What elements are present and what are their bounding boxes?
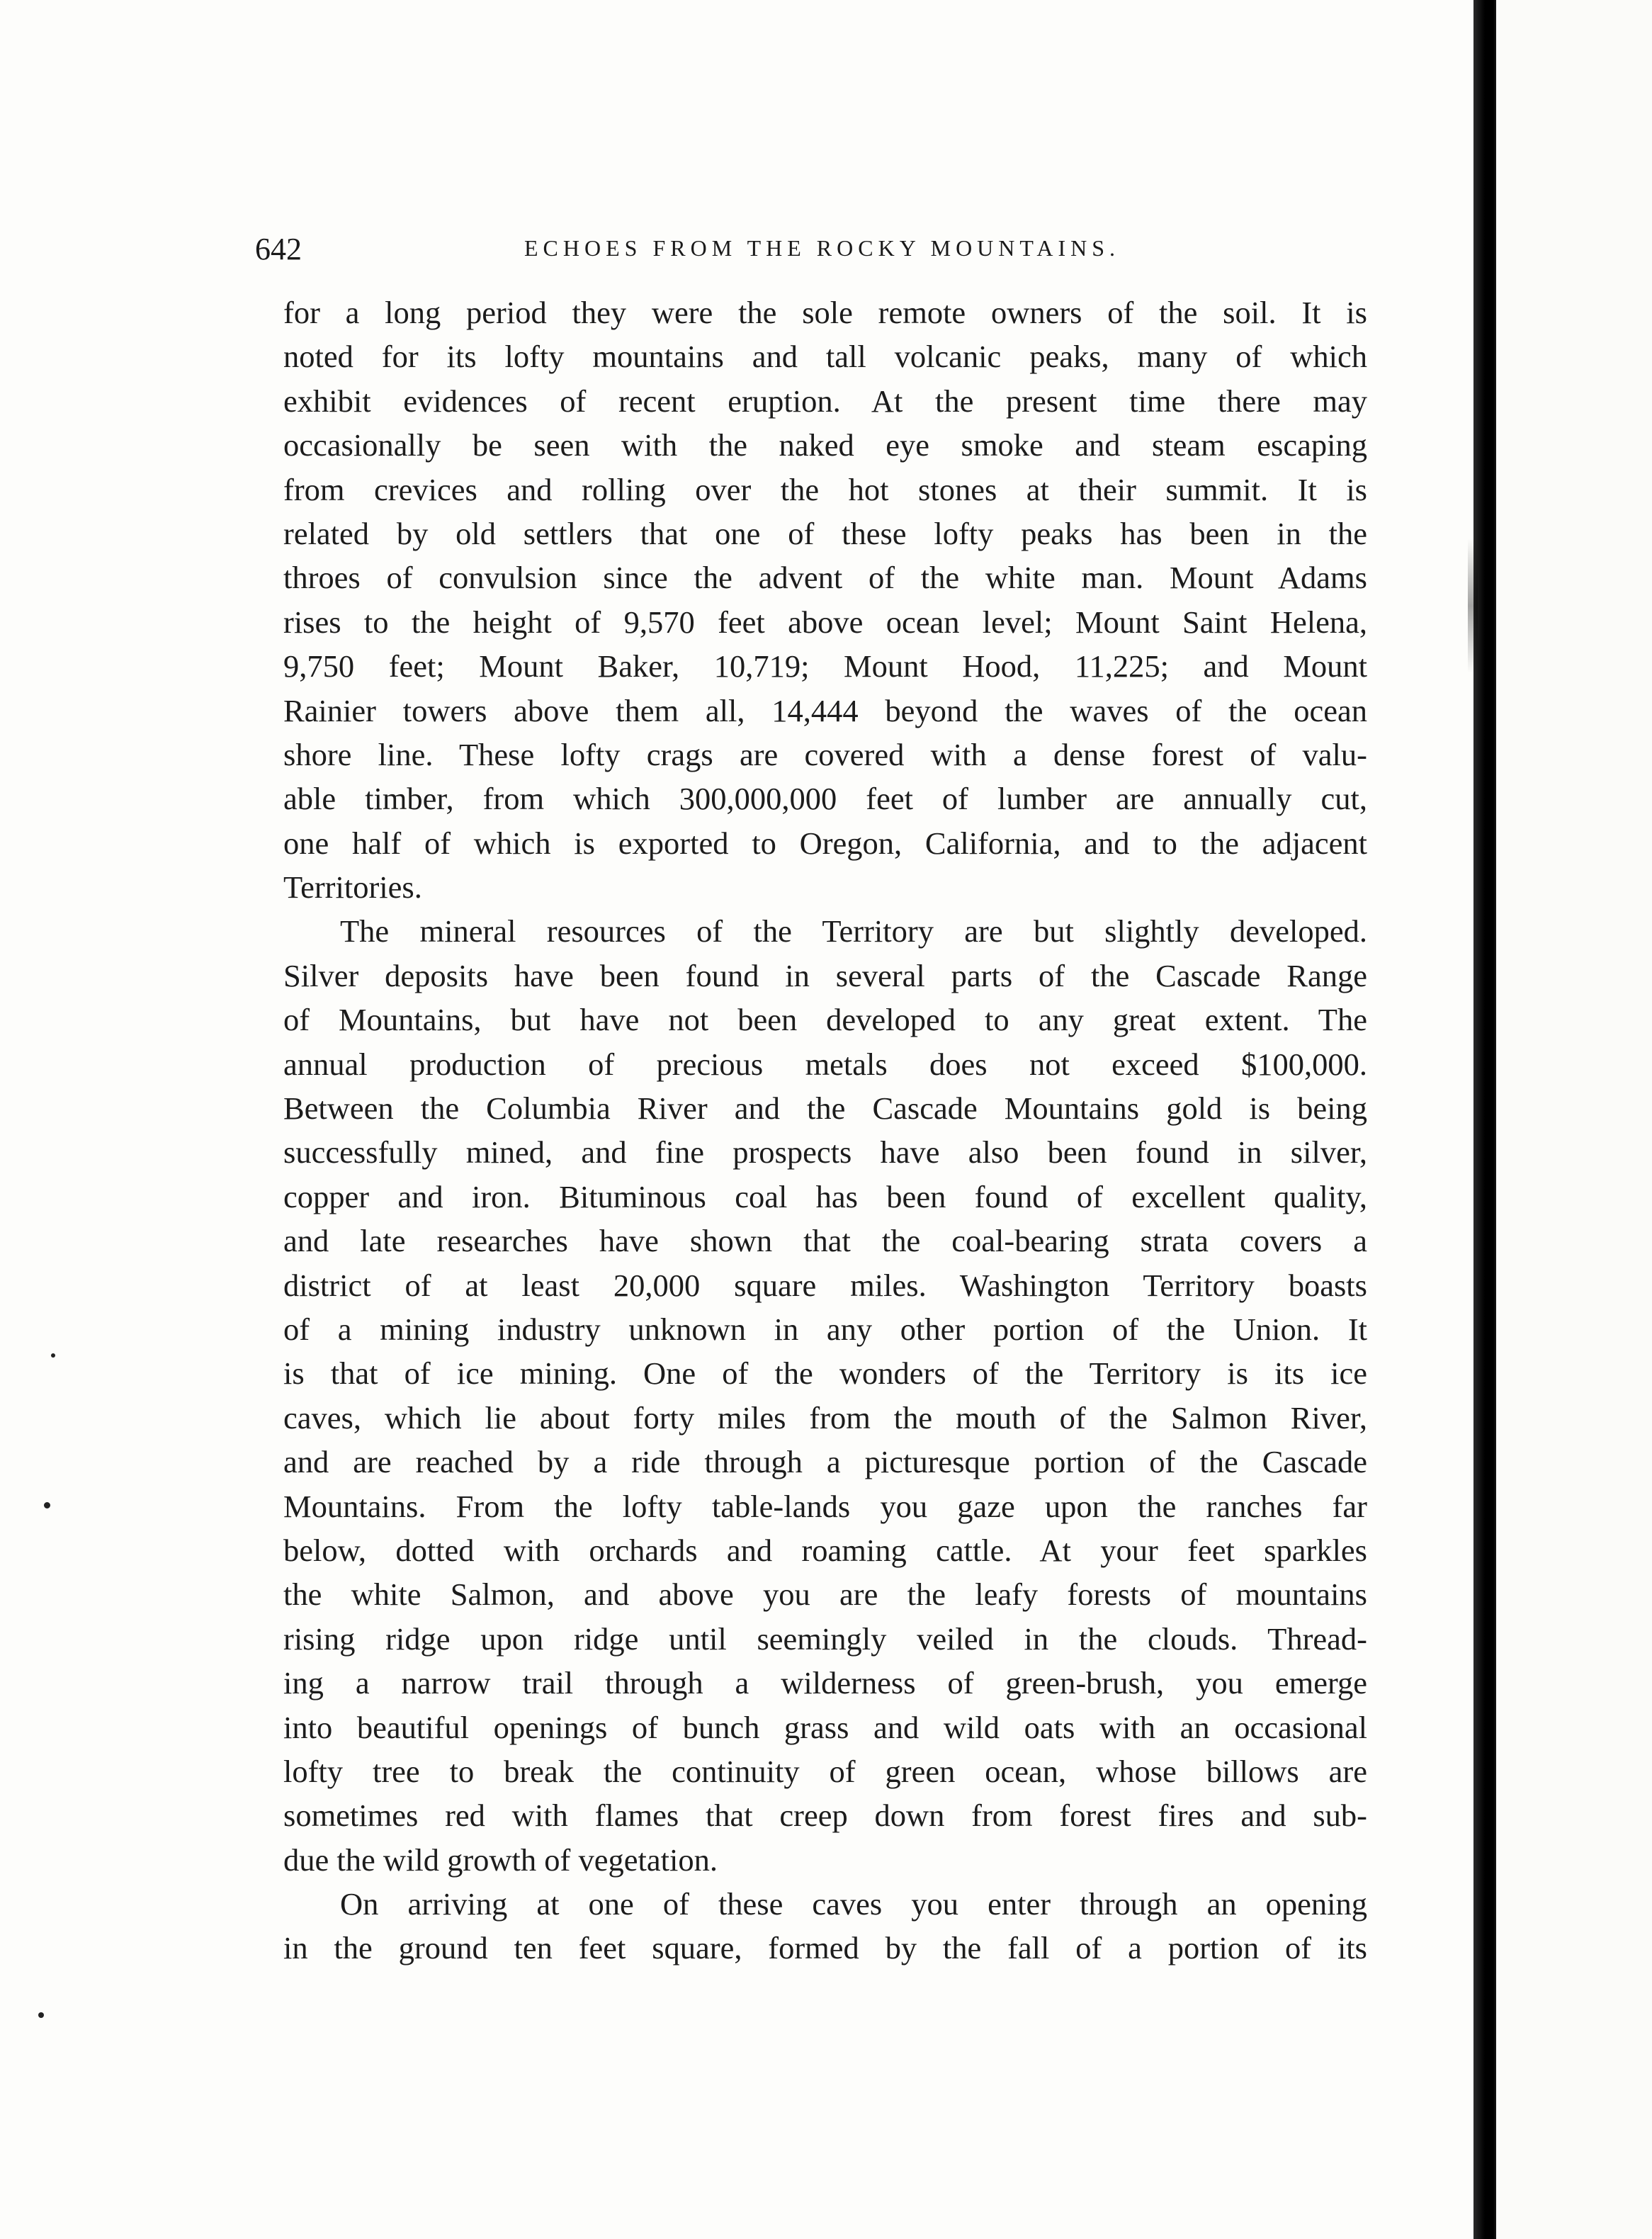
text-line: Between the Columbia River and the Cascade Mountains gold is being (283, 1090, 1367, 1127)
text-line: of Mountains, but have not been developed to any great extent. The (283, 1002, 1367, 1038)
scan-speck (44, 1502, 50, 1508)
facing-page-edge (1496, 0, 1652, 2239)
text-line: occasionally be seen with the naked eye smoke and steam escaping (283, 427, 1367, 463)
text-line: throes of convulsion since the advent of the white man. Mount Adams (283, 560, 1367, 596)
text-line: and are reached by a ride through a picturesque portion of the Cascade (283, 1444, 1367, 1480)
text-line: shore line. These lofty crags are covered with a dense forest of valu- (283, 736, 1367, 772)
text-line: related by old settlers that one of these lofty peaks has been in the (283, 515, 1367, 551)
running-head-title: ECHOES FROM THE ROCKY MOUNTAINS. (524, 235, 1121, 261)
text-line: caves, which lie about forty miles from the mouth of the Salmon River, (283, 1399, 1367, 1436)
text-line: lofty tree to break the continuity of green ocean, whose billows are (283, 1753, 1367, 1789)
text-line: successfully mined, and fine prospects have also been found in silver, (283, 1134, 1367, 1171)
text-line: able timber, from which 300,000,000 feet of lumber are annually cut, (283, 781, 1367, 817)
text-line: due the wild growth of vegetation. (283, 1842, 718, 1878)
scan-speck (51, 1353, 55, 1358)
running-head (255, 231, 1388, 273)
text-line: of a mining industry unknown in any other portion of the Union. It (283, 1311, 1367, 1347)
text-line: below, dotted with orchards and roaming cattle. At your feet sparkles (283, 1532, 1367, 1568)
text-line: Silver deposits have been found in several parts of the Cascade Range (283, 957, 1367, 993)
paragraph-first-line: On arriving at one of these caves you enter through an opening (340, 1886, 1367, 1922)
text-line: Rainier towers above them all, 14,444 beyond the waves of the ocean (283, 692, 1367, 728)
text-line: district of at least 20,000 square miles. Washington Territory boasts (283, 1267, 1367, 1303)
text-line: and late researches have shown that the coal-bearing strata covers a (283, 1223, 1367, 1259)
text-line: from crevices and rolling over the hot stones at their summit. It is (283, 471, 1367, 507)
text-line: is that of ice mining. One of the wonders of the Territory is its ice (283, 1355, 1367, 1392)
text-line: annual production of precious metals does not exceed $100,000. (283, 1046, 1367, 1082)
text-line: exhibit evidences of recent eruption. At the present time there may (283, 383, 1367, 419)
text-line: sometimes red with flames that creep down from forest fires and sub- (283, 1798, 1367, 1834)
text-line: into beautiful openings of bunch grass and wild oats with an occasional (283, 1709, 1367, 1745)
text-line: in the ground ten feet square, formed by the fall of a portion of its (283, 1930, 1367, 1966)
text-line: noted for its lofty mountains and tall volcanic peaks, many of which (283, 339, 1367, 375)
text-line: 9,750 feet; Mount Baker, 10,719; Mount Hood, 11,225; and Mount (283, 648, 1367, 684)
text-line: rising ridge upon ridge until seemingly veiled in the clouds. Thread- (283, 1620, 1367, 1657)
text-line: the white Salmon, and above you are the leafy forests of mountains (283, 1577, 1367, 1613)
body-text (283, 291, 1367, 1970)
text-line: ing a narrow trail through a wilderness of green-brush, you emerge (283, 1665, 1367, 1701)
paragraph-first-line: The mineral resources of the Territory are but slightly developed. (340, 913, 1367, 949)
text-line: Mountains. From the lofty table-lands you gaze upon the ranches far (283, 1488, 1367, 1524)
scan-speck (38, 2012, 44, 2018)
text-line: Territories. (283, 869, 422, 906)
scan-smudge (1468, 538, 1478, 673)
text-line: one half of which is exported to Oregon, California, and to the adjacent (283, 825, 1367, 861)
text-line: rises to the height of 9,570 feet above ocean level; Mount Saint Helena, (283, 604, 1367, 640)
text-line: copper and iron. Bituminous coal has been found of excellent quality, (283, 1178, 1367, 1214)
text-line: for a long period they were the sole remote owners of the soil. It is (283, 295, 1367, 330)
page-number: 642 (255, 232, 302, 266)
